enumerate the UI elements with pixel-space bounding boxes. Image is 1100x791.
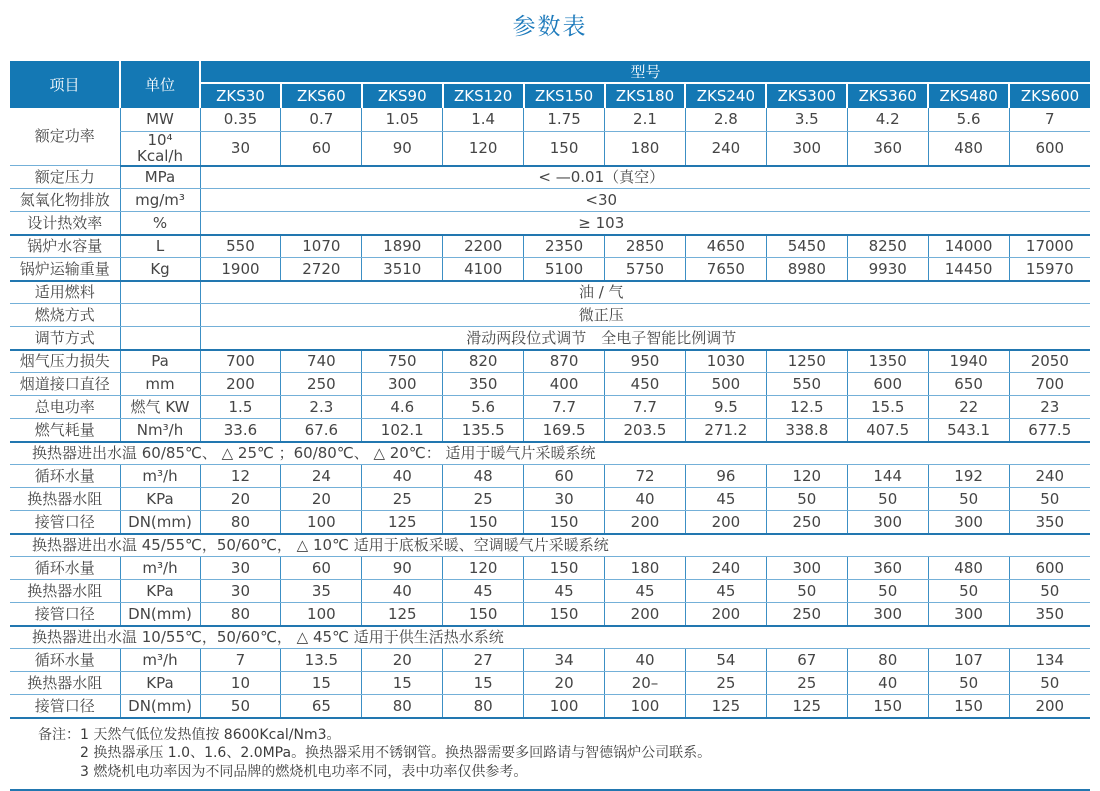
table-row <box>10 488 1090 511</box>
row-item-label: 接管口径 <box>10 511 120 534</box>
table-row <box>10 649 1090 672</box>
value-cell: 650 <box>928 373 1009 396</box>
col-header-unit: 单位 <box>120 61 200 108</box>
value-cell: 300 <box>766 557 847 580</box>
value-cell: 250 <box>281 373 362 396</box>
value-cell: 15.5 <box>847 396 928 419</box>
row-unit-label: DN(mm) <box>120 511 200 534</box>
value-cell: 300 <box>766 131 847 166</box>
value-cell: 50 <box>847 488 928 511</box>
value-cell: 300 <box>928 511 1009 534</box>
value-cell: 12 <box>200 465 281 488</box>
value-cell: 40 <box>605 488 686 511</box>
row-item-label: 锅炉水容量 <box>10 235 120 258</box>
value-cell: 1.05 <box>362 108 443 131</box>
table-row <box>10 396 1090 419</box>
value-cell: 740 <box>281 350 362 373</box>
row-item-label: 燃烧方式 <box>10 304 120 327</box>
value-cell: 15 <box>281 672 362 695</box>
row-item-label: 氮氧化物排放 <box>10 189 120 212</box>
value-cell: 15 <box>443 672 524 695</box>
row-unit-label <box>120 281 200 304</box>
value-cell: 407.5 <box>847 419 928 442</box>
table-row <box>10 603 1090 626</box>
value-cell: 1070 <box>281 235 362 258</box>
value-cell: 48 <box>443 465 524 488</box>
table-row <box>10 131 1090 166</box>
value-cell: 1890 <box>362 235 443 258</box>
row-unit-label: 燃气 KW <box>120 396 200 419</box>
row-unit-label: Kg <box>120 258 200 281</box>
value-cell: 14450 <box>928 258 1009 281</box>
value-cell: 80 <box>847 649 928 672</box>
value-cell: 3.5 <box>766 108 847 131</box>
value-cell: 4.2 <box>847 108 928 131</box>
notes-list <box>80 726 711 782</box>
row-unit-label <box>120 304 200 327</box>
value-cell: 17000 <box>1009 235 1090 258</box>
value-cell: 45 <box>685 488 766 511</box>
row-unit-label: % <box>120 212 200 235</box>
section-title: 换热器进出水温 60/85℃、 △ 25℃ ；60/80℃、 △ 20℃： 适用于暖气片采暖系统 <box>10 442 1090 465</box>
value-cell: 5450 <box>766 235 847 258</box>
value-cell: 150 <box>443 603 524 626</box>
row-unit-label: KPa <box>120 580 200 603</box>
row-item-label: 烟气压力损失 <box>10 350 120 373</box>
value-cell: 180 <box>605 131 686 166</box>
value-cell: 54 <box>685 649 766 672</box>
value-cell: 300 <box>847 511 928 534</box>
value-cell: 125 <box>766 695 847 718</box>
table-row <box>10 304 1090 327</box>
row-unit-label: m³/h <box>120 465 200 488</box>
value-cell: 60 <box>524 465 605 488</box>
table-row <box>10 465 1090 488</box>
row-item-label: 换热器水阻 <box>10 672 120 695</box>
value-cell: 125 <box>685 695 766 718</box>
value-cell: 150 <box>524 511 605 534</box>
row-unit-label: mg/m³ <box>120 189 200 212</box>
value-cell: 9.5 <box>685 396 766 419</box>
value-cell: 33.6 <box>200 419 281 442</box>
value-cell: 0.35 <box>200 108 281 131</box>
value-cell: 45 <box>443 580 524 603</box>
row-unit-label: Pa <box>120 350 200 373</box>
merged-value-cell: < —0.01（真空） <box>200 166 1090 189</box>
value-cell: 2720 <box>281 258 362 281</box>
value-cell: 30 <box>200 131 281 166</box>
parameters-table <box>10 61 1090 719</box>
value-cell: 107 <box>928 649 1009 672</box>
value-cell: 10 <box>200 672 281 695</box>
value-cell: 45 <box>605 580 686 603</box>
table-row <box>10 419 1090 442</box>
value-cell: 100 <box>281 603 362 626</box>
row-unit-label: mm <box>120 373 200 396</box>
row-item-label: 额定功率 <box>10 108 120 166</box>
row-item-label: 接管口径 <box>10 695 120 718</box>
notes <box>38 726 1100 782</box>
value-cell: 8980 <box>766 258 847 281</box>
value-cell: 200 <box>1009 695 1090 718</box>
value-cell: 5750 <box>605 258 686 281</box>
value-cell: 144 <box>847 465 928 488</box>
section-header-row <box>10 534 1090 557</box>
value-cell: 8250 <box>847 235 928 258</box>
merged-value-cell: ≥ 103 <box>200 212 1090 235</box>
value-cell: 15 <box>362 672 443 695</box>
value-cell: 100 <box>524 695 605 718</box>
value-cell: 350 <box>443 373 524 396</box>
value-cell: 1030 <box>685 350 766 373</box>
value-cell: 60 <box>281 131 362 166</box>
value-cell: 0.7 <box>281 108 362 131</box>
row-item-label: 设计热效率 <box>10 212 120 235</box>
value-cell: 700 <box>200 350 281 373</box>
value-cell: 600 <box>1009 131 1090 166</box>
value-cell: 150 <box>847 695 928 718</box>
merged-value-cell: <30 <box>200 189 1090 212</box>
value-cell: 250 <box>766 603 847 626</box>
row-unit-label: DN(mm) <box>120 603 200 626</box>
value-cell: 40 <box>847 672 928 695</box>
value-cell: 23 <box>1009 396 1090 419</box>
note-item: 1 天然气低位发热值按 8600Kcal/Nm3。 <box>80 726 341 743</box>
value-cell: 34 <box>524 649 605 672</box>
table-row <box>10 212 1090 235</box>
value-cell: 5.6 <box>443 396 524 419</box>
model-header-cell: ZKS150 <box>524 83 605 108</box>
value-cell: 4100 <box>443 258 524 281</box>
value-cell: 700 <box>1009 373 1090 396</box>
value-cell: 2350 <box>524 235 605 258</box>
value-cell: 750 <box>362 350 443 373</box>
value-cell: 80 <box>443 695 524 718</box>
value-cell: 100 <box>281 511 362 534</box>
merged-value-cell: 微正压 <box>200 304 1090 327</box>
value-cell: 96 <box>685 465 766 488</box>
value-cell: 14000 <box>928 235 1009 258</box>
value-cell: 125 <box>362 511 443 534</box>
value-cell: 200 <box>605 511 686 534</box>
value-cell: 25 <box>766 672 847 695</box>
value-cell: 5100 <box>524 258 605 281</box>
row-unit-label: L <box>120 235 200 258</box>
value-cell: 50 <box>766 580 847 603</box>
value-cell: 15970 <box>1009 258 1090 281</box>
value-cell: 240 <box>1009 465 1090 488</box>
value-cell: 30 <box>524 488 605 511</box>
value-cell: 50 <box>1009 580 1090 603</box>
note-item: 2 换热器承压 1.0、1.6、2.0MPa。换热器采用不锈钢管。换热器需要多回路请与智德锅炉公司联系。 <box>80 745 712 761</box>
merged-value-cell: 油 / 气 <box>200 281 1090 304</box>
row-item-label: 循环水量 <box>10 465 120 488</box>
value-cell: 480 <box>928 557 1009 580</box>
value-cell: 7650 <box>685 258 766 281</box>
value-cell: 1.75 <box>524 108 605 131</box>
value-cell: 12.5 <box>766 396 847 419</box>
row-item-label: 锅炉运输重量 <box>10 258 120 281</box>
row-unit-label: 10⁴ Kcal/h <box>120 131 200 166</box>
note-item: 3 燃烧机电功率因为不同品牌的燃烧机电功率不同，表中功率仅供参考。 <box>80 763 528 780</box>
value-cell: 9930 <box>847 258 928 281</box>
value-cell: 150 <box>443 511 524 534</box>
col-header-model: 型号 <box>200 61 1090 83</box>
value-cell: 45 <box>524 580 605 603</box>
value-cell: 2200 <box>443 235 524 258</box>
value-cell: 27 <box>443 649 524 672</box>
row-unit-label: MPa <box>120 166 200 189</box>
row-item-label: 接管口径 <box>10 603 120 626</box>
table-row <box>10 166 1090 189</box>
model-header-cell: ZKS60 <box>281 83 362 108</box>
value-cell: 600 <box>1009 557 1090 580</box>
header-row-top <box>10 61 1090 83</box>
value-cell: 150 <box>928 695 1009 718</box>
value-cell: 150 <box>524 603 605 626</box>
value-cell: 40 <box>362 465 443 488</box>
row-item-label: 换热器水阻 <box>10 488 120 511</box>
section-title: 换热器进出水温 10/55℃，50/60℃， △ 45℃ 适用于供生活热水系统 <box>10 626 1090 649</box>
row-item-label: 调节方式 <box>10 327 120 350</box>
value-cell: 300 <box>847 603 928 626</box>
model-header-cell: ZKS90 <box>362 83 443 108</box>
value-cell: 30 <box>200 580 281 603</box>
value-cell: 50 <box>766 488 847 511</box>
row-unit-label: m³/h <box>120 557 200 580</box>
value-cell: 40 <box>605 649 686 672</box>
value-cell: 240 <box>685 131 766 166</box>
value-cell: 35 <box>281 580 362 603</box>
value-cell: 67.6 <box>281 419 362 442</box>
value-cell: 820 <box>443 350 524 373</box>
value-cell: 1.5 <box>200 396 281 419</box>
value-cell: 50 <box>1009 672 1090 695</box>
value-cell: 300 <box>928 603 1009 626</box>
value-cell: 200 <box>200 373 281 396</box>
value-cell: 7.7 <box>524 396 605 419</box>
value-cell: 45 <box>685 580 766 603</box>
value-cell: 50 <box>928 488 1009 511</box>
table-row <box>10 373 1090 396</box>
value-cell: 550 <box>766 373 847 396</box>
table-header <box>10 61 1090 108</box>
value-cell: 2850 <box>605 235 686 258</box>
value-cell: 30 <box>200 557 281 580</box>
value-cell: 50 <box>200 695 281 718</box>
section-header-row <box>10 626 1090 649</box>
value-cell: 80 <box>200 603 281 626</box>
table-row <box>10 557 1090 580</box>
value-cell: 50 <box>1009 488 1090 511</box>
row-item-label: 烟道接口直径 <box>10 373 120 396</box>
value-cell: 72 <box>605 465 686 488</box>
value-cell: 2.3 <box>281 396 362 419</box>
row-item-label: 适用燃料 <box>10 281 120 304</box>
table-row <box>10 189 1090 212</box>
value-cell: 360 <box>847 557 928 580</box>
model-header-cell: ZKS300 <box>766 83 847 108</box>
row-item-label: 换热器水阻 <box>10 580 120 603</box>
table-row <box>10 350 1090 373</box>
model-header-cell: ZKS30 <box>200 83 281 108</box>
value-cell: 240 <box>685 557 766 580</box>
value-cell: 200 <box>685 511 766 534</box>
value-cell: 677.5 <box>1009 419 1090 442</box>
value-cell: 50 <box>847 580 928 603</box>
value-cell: 169.5 <box>524 419 605 442</box>
value-cell: 80 <box>362 695 443 718</box>
merged-value-cell: 滑动两段位式调节 全电子智能比例调节 <box>200 327 1090 350</box>
value-cell: 870 <box>524 350 605 373</box>
value-cell: 600 <box>847 373 928 396</box>
value-cell: 192 <box>928 465 1009 488</box>
value-cell: 50 <box>928 672 1009 695</box>
value-cell: 80 <box>200 511 281 534</box>
page-title: 参数表 <box>512 14 588 40</box>
section-title: 换热器进出水温 45/55℃，50/60℃， △ 10℃ 适用于底板采暖、空调暖气片采暖系统 <box>10 534 1090 557</box>
col-header-item: 项目 <box>10 61 120 108</box>
table-row <box>10 695 1090 718</box>
row-unit-label: MW <box>120 108 200 131</box>
value-cell: 4.6 <box>362 396 443 419</box>
value-cell: 1350 <box>847 350 928 373</box>
notes-label: 备注： <box>38 726 80 743</box>
table-body <box>10 108 1090 718</box>
value-cell: 135.5 <box>443 419 524 442</box>
row-unit-label: DN(mm) <box>120 695 200 718</box>
model-header-cell: ZKS480 <box>928 83 1009 108</box>
value-cell: 543.1 <box>928 419 1009 442</box>
value-cell: 102.1 <box>362 419 443 442</box>
value-cell: 360 <box>847 131 928 166</box>
value-cell: 450 <box>605 373 686 396</box>
value-cell: 5.6 <box>928 108 1009 131</box>
value-cell: 4650 <box>685 235 766 258</box>
value-cell: 950 <box>605 350 686 373</box>
row-unit-label <box>120 327 200 350</box>
value-cell: 65 <box>281 695 362 718</box>
value-cell: 400 <box>524 373 605 396</box>
value-cell: 3510 <box>362 258 443 281</box>
value-cell: 7 <box>200 649 281 672</box>
row-unit-label: KPa <box>120 488 200 511</box>
value-cell: 40 <box>362 580 443 603</box>
value-cell: 200 <box>685 603 766 626</box>
value-cell: 2.8 <box>685 108 766 131</box>
value-cell: 350 <box>1009 603 1090 626</box>
value-cell: 271.2 <box>685 419 766 442</box>
value-cell: 1250 <box>766 350 847 373</box>
value-cell: 200 <box>605 603 686 626</box>
row-item-label: 循环水量 <box>10 649 120 672</box>
value-cell: 350 <box>1009 511 1090 534</box>
row-unit-label: m³/h <box>120 649 200 672</box>
value-cell: 125 <box>362 603 443 626</box>
value-cell: 20 <box>524 672 605 695</box>
value-cell: 550 <box>200 235 281 258</box>
value-cell: 20 <box>200 488 281 511</box>
value-cell: 20 <box>281 488 362 511</box>
value-cell: 100 <box>605 695 686 718</box>
value-cell: 120 <box>443 131 524 166</box>
value-cell: 67 <box>766 649 847 672</box>
value-cell: 120 <box>766 465 847 488</box>
value-cell: 24 <box>281 465 362 488</box>
value-cell: 20 <box>362 649 443 672</box>
value-cell: 90 <box>362 131 443 166</box>
row-unit-label: KPa <box>120 672 200 695</box>
value-cell: 1940 <box>928 350 1009 373</box>
model-header-cell: ZKS240 <box>685 83 766 108</box>
row-item-label: 额定压力 <box>10 166 120 189</box>
value-cell: 150 <box>524 131 605 166</box>
value-cell: 2050 <box>1009 350 1090 373</box>
value-cell: 60 <box>281 557 362 580</box>
value-cell: 22 <box>928 396 1009 419</box>
value-cell: 90 <box>362 557 443 580</box>
value-cell: 13.5 <box>281 649 362 672</box>
value-cell: 7.7 <box>605 396 686 419</box>
value-cell: 25 <box>362 488 443 511</box>
row-item-label: 总电功率 <box>10 396 120 419</box>
table-row <box>10 511 1090 534</box>
value-cell: 1900 <box>200 258 281 281</box>
value-cell: 20– <box>605 672 686 695</box>
table-row <box>10 258 1090 281</box>
model-header-cell: ZKS360 <box>847 83 928 108</box>
value-cell: 338.8 <box>766 419 847 442</box>
value-cell: 500 <box>685 373 766 396</box>
value-cell: 300 <box>362 373 443 396</box>
table-row <box>10 672 1090 695</box>
model-header-cell: ZKS180 <box>605 83 686 108</box>
value-cell: 1.4 <box>443 108 524 131</box>
value-cell: 134 <box>1009 649 1090 672</box>
value-cell: 25 <box>685 672 766 695</box>
table-row <box>10 281 1090 304</box>
value-cell: 150 <box>524 557 605 580</box>
value-cell: 250 <box>766 511 847 534</box>
value-cell: 2.1 <box>605 108 686 131</box>
table-row <box>10 108 1090 131</box>
value-cell: 120 <box>443 557 524 580</box>
model-header-cell: ZKS600 <box>1009 83 1090 108</box>
value-cell: 50 <box>928 580 1009 603</box>
value-cell: 203.5 <box>605 419 686 442</box>
value-cell: 25 <box>443 488 524 511</box>
row-item-label: 燃气耗量 <box>10 419 120 442</box>
value-cell: 180 <box>605 557 686 580</box>
model-header-cell: ZKS120 <box>443 83 524 108</box>
table-row <box>10 580 1090 603</box>
value-cell: 7 <box>1009 108 1090 131</box>
row-item-label: 循环水量 <box>10 557 120 580</box>
table-row <box>10 327 1090 350</box>
section-header-row <box>10 442 1090 465</box>
table-row <box>10 235 1090 258</box>
row-unit-label: Nm³/h <box>120 419 200 442</box>
value-cell: 480 <box>928 131 1009 166</box>
